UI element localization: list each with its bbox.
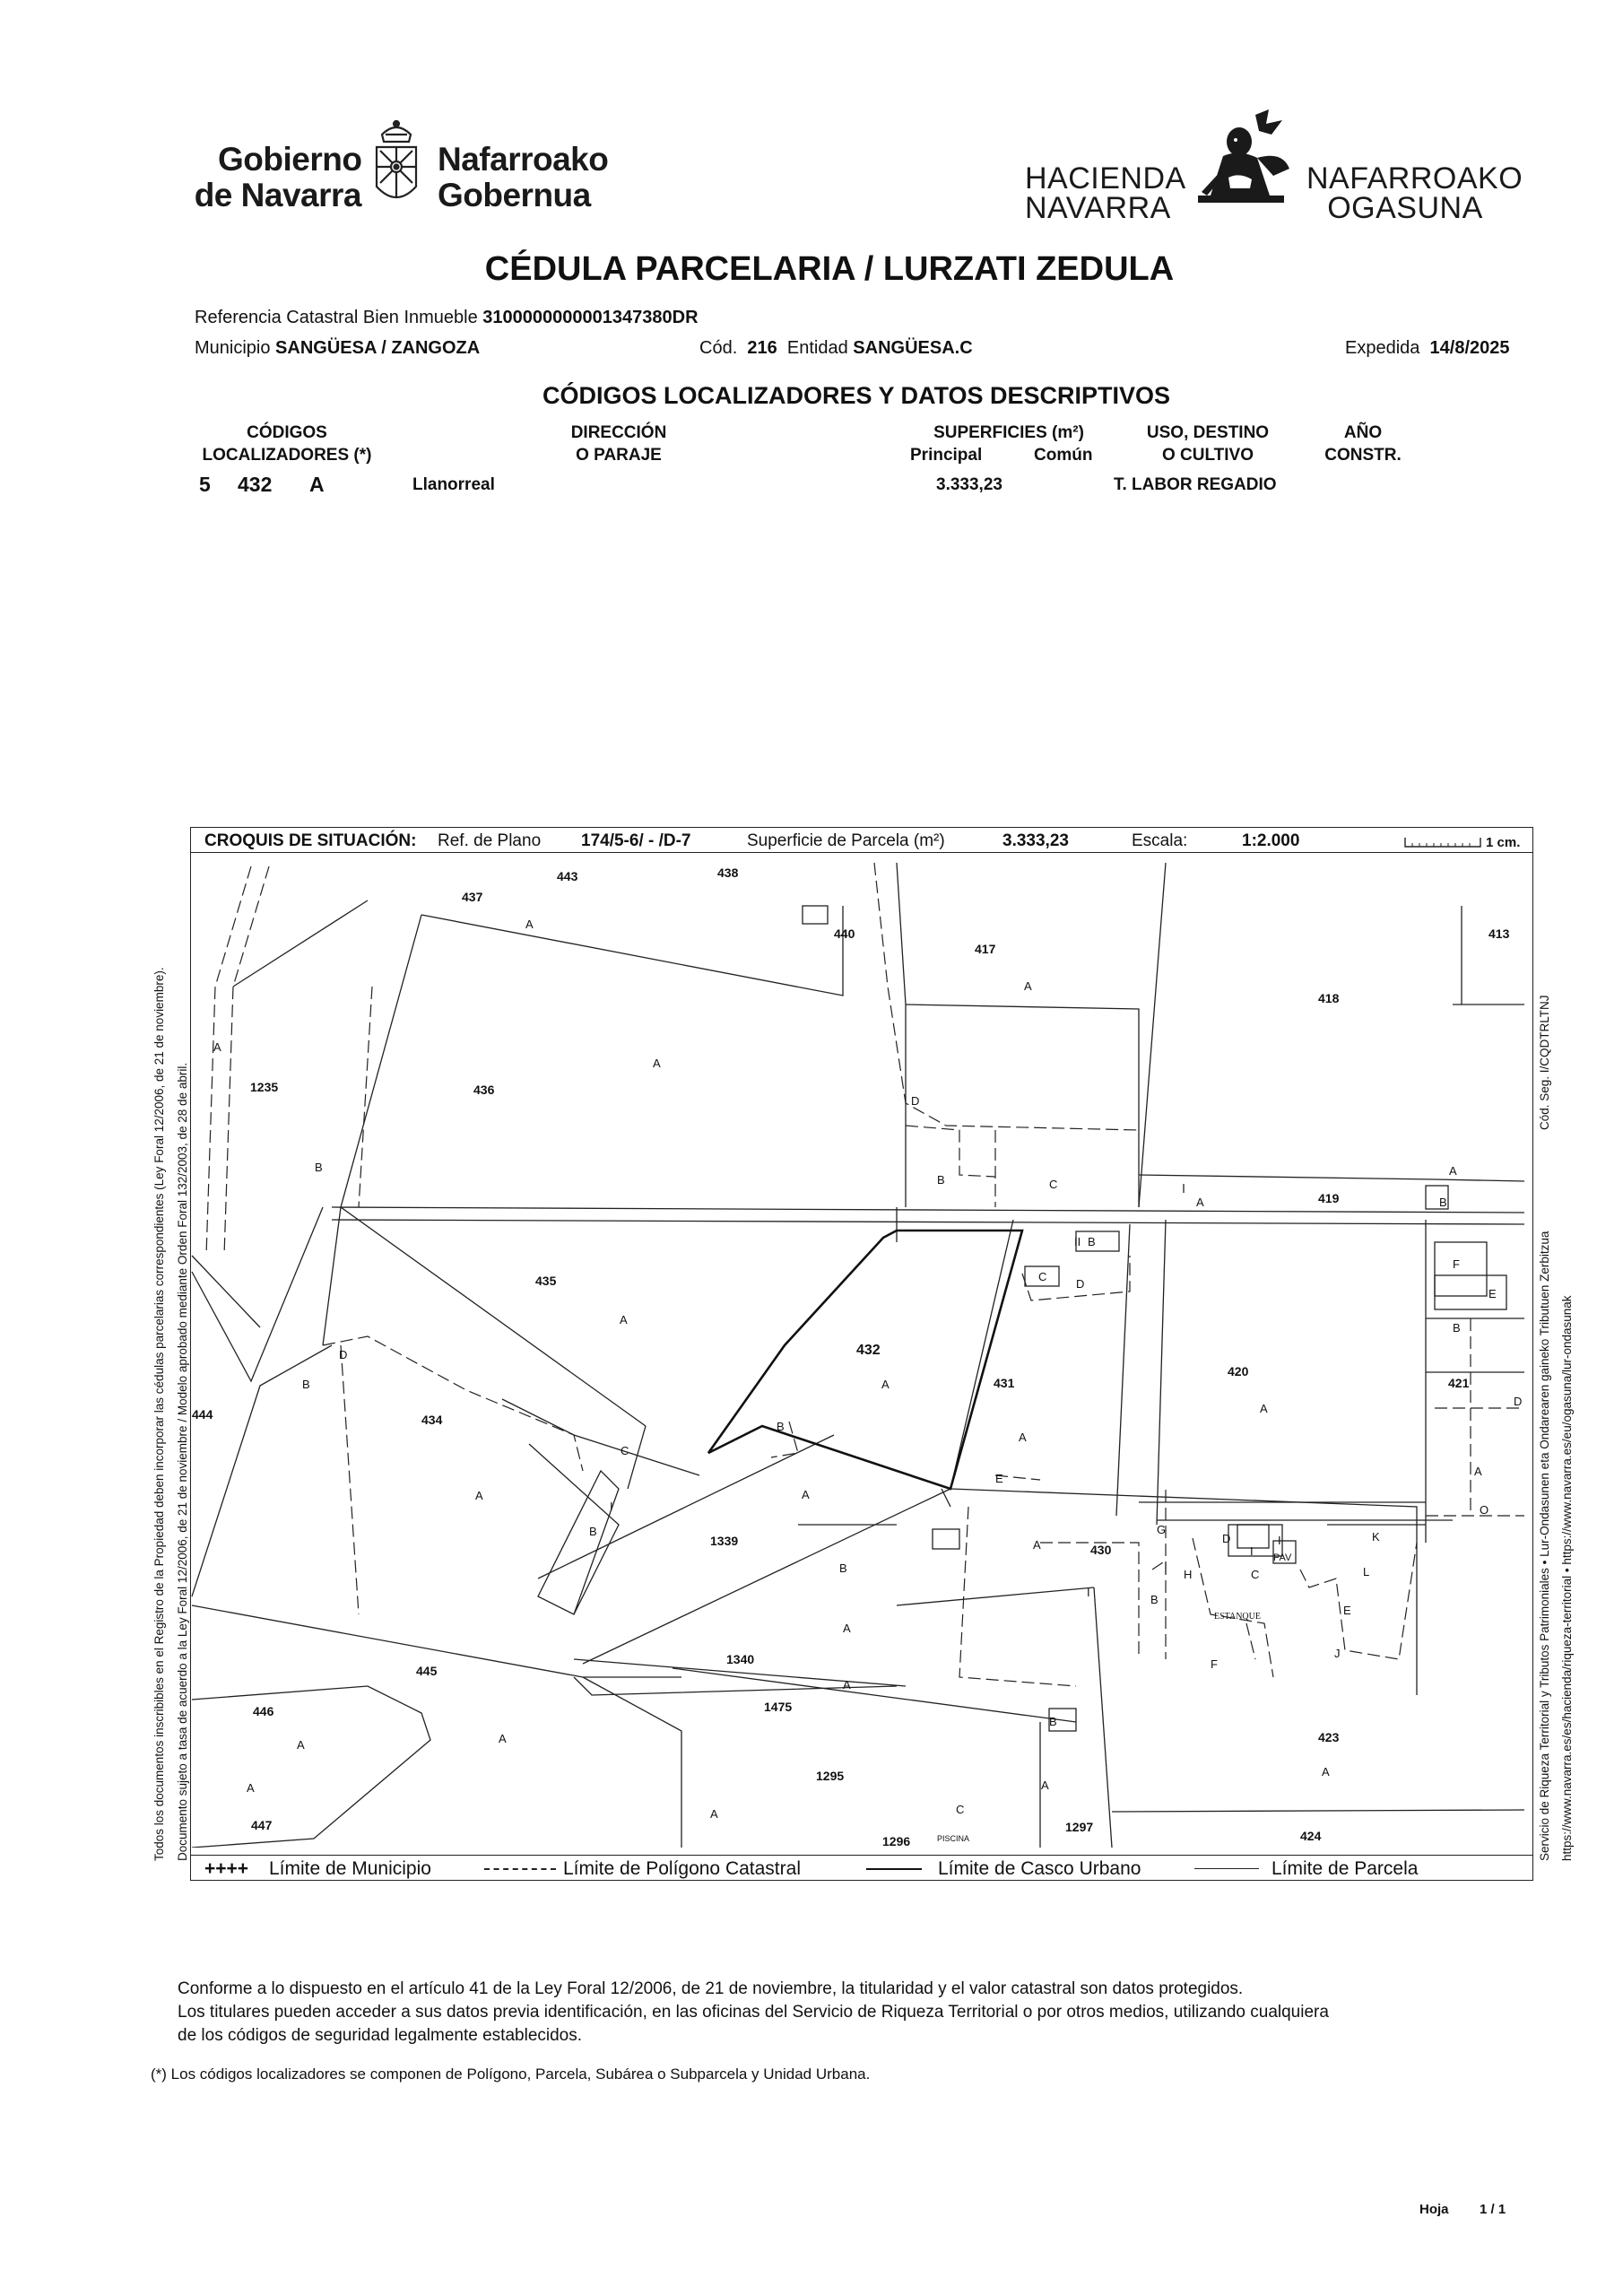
gobierno-line1: Gobierno bbox=[218, 141, 362, 178]
col-superficies bbox=[906, 422, 1112, 444]
hacienda-line1: HACIENDA bbox=[1025, 161, 1186, 196]
escala-label: Escala: bbox=[1132, 831, 1188, 850]
svg-text:A: A bbox=[499, 1732, 507, 1745]
col-anio-line1: AÑO bbox=[1343, 423, 1383, 442]
col-direccion-line1: DIRECCIÓN bbox=[570, 423, 667, 442]
row-poligono: 5 bbox=[199, 473, 211, 496]
col-direccion-line2: O PARAJE bbox=[576, 446, 662, 465]
expedida-label: Expedida bbox=[1345, 338, 1420, 358]
svg-text:A: A bbox=[1449, 1164, 1457, 1178]
row-parcela: 432 bbox=[238, 473, 273, 496]
svg-text:B: B bbox=[1088, 1235, 1096, 1248]
svg-text:A: A bbox=[710, 1807, 718, 1821]
svg-text:F: F bbox=[1453, 1257, 1460, 1271]
svg-text:A: A bbox=[802, 1488, 810, 1501]
col-comun: Común bbox=[1034, 446, 1093, 465]
svg-text:C: C bbox=[1251, 1568, 1260, 1581]
col-principal: Principal bbox=[910, 446, 983, 465]
legend-poligono: Límite de Polígono Catastral bbox=[563, 1858, 801, 1879]
svg-text:423: 423 bbox=[1318, 1730, 1340, 1744]
reference-label: Referencia Catastral Bien Inmueble bbox=[195, 308, 478, 327]
svg-text:E: E bbox=[1488, 1287, 1497, 1300]
svg-text:A: A bbox=[1474, 1465, 1482, 1478]
svg-text:D: D bbox=[1514, 1395, 1523, 1408]
superficie-parcela-value: 3.333,23 bbox=[1002, 831, 1069, 850]
svg-text:G: G bbox=[1157, 1523, 1167, 1536]
svg-text:B: B bbox=[589, 1525, 597, 1538]
subarea-labels bbox=[213, 918, 1522, 1843]
svg-text:432: 432 bbox=[856, 1343, 881, 1358]
svg-text:A: A bbox=[525, 918, 534, 931]
col-codigos-line2: LOCALIZADORES (*) bbox=[202, 446, 372, 465]
svg-text:A: A bbox=[1041, 1779, 1049, 1792]
svg-text:A: A bbox=[1196, 1196, 1204, 1209]
svg-text:413: 413 bbox=[1488, 926, 1510, 941]
svg-text:444: 444 bbox=[192, 1407, 213, 1422]
svg-text:A: A bbox=[1019, 1431, 1027, 1444]
svg-text:C: C bbox=[1049, 1178, 1058, 1191]
ref-plano-label: Ref. de Plano bbox=[438, 831, 542, 850]
svg-text:437: 437 bbox=[462, 890, 483, 904]
parcel-432-outline bbox=[708, 1231, 1022, 1489]
map-text-pav: PAV bbox=[1273, 1552, 1292, 1563]
svg-text:B: B bbox=[777, 1420, 785, 1433]
row-subarea: A bbox=[309, 473, 325, 496]
svg-text:D: D bbox=[339, 1348, 348, 1361]
svg-text:1340: 1340 bbox=[726, 1652, 755, 1666]
svg-text:A: A bbox=[1260, 1402, 1268, 1415]
section-title: CÓDIGOS LOCALIZADORES Y DATOS DESCRIPTIVOS bbox=[542, 382, 1171, 409]
navarra-coat-of-arms-icon bbox=[369, 115, 423, 212]
legal-notice bbox=[178, 1978, 1451, 2048]
svg-text:A: A bbox=[213, 1040, 221, 1054]
svg-text:1296: 1296 bbox=[882, 1834, 911, 1848]
col-anio-line2: CONSTR. bbox=[1324, 446, 1402, 465]
svg-text:421: 421 bbox=[1448, 1376, 1470, 1390]
nafarroako-ogasuna-line1: NAFARROAKO bbox=[1306, 161, 1523, 196]
svg-text:B: B bbox=[839, 1561, 847, 1575]
svg-text:A: A bbox=[1322, 1765, 1330, 1779]
legal-notice-line2: Los titulares pueden acceder a sus datos previa identificación, en las oficinas del Servicio de Riqueza Territorial o por otros medios, utilizando cualquiera bbox=[178, 2003, 1329, 2022]
entidad-value: SANGÜESA.C bbox=[853, 338, 973, 358]
svg-text:435: 435 bbox=[535, 1274, 557, 1288]
side-text-right-2: https://www.navarra.es/es/hacienda/riqueza-territorial • https://www.navarra.es/eu/ogasuna/lur-ondasunak bbox=[1560, 1295, 1574, 1861]
legend-parcela: Límite de Parcela bbox=[1271, 1858, 1419, 1879]
col-direccion bbox=[538, 422, 699, 466]
svg-text:I: I bbox=[1087, 1586, 1090, 1599]
col-codigos-line1: CÓDIGOS bbox=[247, 423, 327, 442]
side-text-left-1: Todos los documentos inscribibles en el Registro de la Propiedad deben incorporar las cédulas parcelarias correspondientes (Ley Foral 12/2006, de 21 de noviembre). bbox=[152, 967, 166, 1861]
gobierno-logo-text-eu bbox=[438, 142, 608, 213]
legend-municipio-symbol: ++++ bbox=[204, 1858, 249, 1879]
ref-plano-value: 174/5-6/ - /D-7 bbox=[581, 831, 691, 850]
cadastral-map bbox=[190, 853, 1533, 1848]
svg-text:419: 419 bbox=[1318, 1191, 1340, 1205]
side-text-left-2: Documento sujeto a tasa de acuerdo a la Ley Foral 12/2006, de 21 de noviembre / Modelo aprobado mediante Orden Foral 132/2003, de 28 de abril. bbox=[176, 1062, 189, 1861]
map-text-estanque: ESTANQUE bbox=[1214, 1612, 1261, 1622]
reference-row bbox=[195, 308, 699, 328]
svg-text:D: D bbox=[1076, 1277, 1085, 1291]
svg-text:J: J bbox=[1334, 1647, 1341, 1660]
scale-bar-label: 1 cm. bbox=[1486, 835, 1521, 850]
cod-entidad-row bbox=[699, 338, 973, 359]
svg-text:434: 434 bbox=[421, 1413, 443, 1427]
gobierno-logo-text-es bbox=[194, 141, 362, 213]
svg-text:B: B bbox=[937, 1173, 945, 1187]
svg-text:A: A bbox=[247, 1781, 255, 1795]
legal-notice-line1: Conforme a lo dispuesto en el artículo 41 de la Ley Foral 12/2006, de 21 de noviembre, la titularidad y el valor catastral son datos protegidos. bbox=[178, 1979, 1244, 1998]
cod-label: Cód. bbox=[699, 338, 738, 358]
svg-text:K: K bbox=[1372, 1530, 1380, 1544]
svg-text:C: C bbox=[1038, 1270, 1047, 1283]
svg-text:436: 436 bbox=[473, 1083, 495, 1097]
svg-text:F: F bbox=[1211, 1657, 1218, 1671]
svg-text:B: B bbox=[1049, 1715, 1057, 1728]
svg-text:E: E bbox=[995, 1472, 1003, 1485]
svg-text:I: I bbox=[1278, 1534, 1281, 1547]
row-uso: T. LABOR REGADIO bbox=[1114, 475, 1277, 494]
escala-value: 1:2.000 bbox=[1242, 831, 1300, 850]
svg-text:B: B bbox=[1150, 1593, 1159, 1606]
croquis-label: CROQUIS DE SITUACIÓN: bbox=[204, 831, 417, 850]
ogasuna-line2: OGASUNA bbox=[1327, 191, 1483, 225]
svg-text:1235: 1235 bbox=[250, 1080, 279, 1094]
svg-text:424: 424 bbox=[1300, 1829, 1322, 1843]
hoja-value: 1 / 1 bbox=[1480, 2202, 1506, 2217]
svg-text:447: 447 bbox=[251, 1818, 273, 1832]
hoja-label: Hoja bbox=[1419, 2202, 1449, 2217]
svg-text:A: A bbox=[297, 1738, 305, 1752]
entidad-label: Entidad bbox=[786, 338, 848, 358]
svg-text:446: 446 bbox=[253, 1704, 274, 1718]
svg-text:A: A bbox=[620, 1313, 628, 1326]
legend-municipio: Límite de Municipio bbox=[269, 1858, 431, 1879]
col-codigos bbox=[193, 422, 381, 466]
svg-text:A: A bbox=[1033, 1538, 1041, 1552]
hacienda-figure-logo-icon bbox=[1184, 106, 1300, 222]
expedida-row bbox=[1345, 338, 1510, 359]
svg-text:438: 438 bbox=[717, 865, 739, 880]
svg-text:1339: 1339 bbox=[710, 1534, 739, 1548]
svg-text:1295: 1295 bbox=[816, 1769, 845, 1783]
parcel-number-labels bbox=[192, 865, 1510, 1848]
legend-casco: Límite de Casco Urbano bbox=[938, 1858, 1141, 1879]
row-principal: 3.333,23 bbox=[936, 475, 1002, 494]
road-edge-bottom bbox=[332, 1220, 1524, 1224]
hacienda-logo-text-es bbox=[1025, 161, 1186, 225]
col-anio bbox=[1314, 422, 1412, 466]
svg-text:O: O bbox=[1480, 1503, 1489, 1517]
svg-text:A: A bbox=[653, 1057, 661, 1070]
page-title: CÉDULA PARCELARIA / LURZATI ZEDULA bbox=[484, 250, 1175, 288]
svg-text:430: 430 bbox=[1090, 1543, 1112, 1557]
side-text-right-code: Cód. Seg. I/CQDTRLTNJ bbox=[1538, 995, 1551, 1130]
reference-value: 3100000000001347380DR bbox=[482, 308, 699, 327]
navarra-line2: NAVARRA bbox=[1025, 191, 1171, 225]
svg-text:445: 445 bbox=[416, 1664, 438, 1678]
expedida-value: 14/8/2025 bbox=[1429, 338, 1510, 358]
superficie-parcela-label: Superficie de Parcela (m²) bbox=[747, 831, 945, 850]
svg-text:1297: 1297 bbox=[1065, 1820, 1094, 1834]
svg-text:418: 418 bbox=[1318, 991, 1340, 1005]
svg-text:1475: 1475 bbox=[764, 1700, 793, 1714]
municipio-label: Municipio bbox=[195, 338, 271, 358]
svg-text:A: A bbox=[843, 1622, 851, 1635]
side-text-right-1: Servicio de Riqueza Territorial y Tributos Patrimoniales • Lur-Ondasunen eta Ondarearen gaineko Tributuen Zerbitzua bbox=[1538, 1231, 1551, 1861]
svg-text:440: 440 bbox=[834, 926, 855, 941]
svg-text:A: A bbox=[475, 1489, 483, 1502]
legend-parcela-line bbox=[1194, 1868, 1259, 1869]
col-superficies-title: SUPERFICIES (m²) bbox=[933, 423, 1084, 442]
col-uso bbox=[1132, 422, 1284, 466]
road-edge-top bbox=[332, 1207, 1524, 1213]
municipio-value: SANGÜESA / ZANGOZA bbox=[275, 338, 481, 358]
svg-text:431: 431 bbox=[994, 1376, 1015, 1390]
col-uso-line1: USO, DESTINO bbox=[1146, 423, 1270, 442]
legend-casco-line bbox=[866, 1868, 922, 1870]
svg-text:II: II bbox=[1074, 1235, 1081, 1248]
svg-text:420: 420 bbox=[1228, 1364, 1249, 1378]
svg-text:A: A bbox=[881, 1378, 890, 1391]
svg-text:B: B bbox=[302, 1378, 310, 1391]
nafarroako-line1: Nafarroako bbox=[438, 141, 609, 178]
cod-value: 216 bbox=[747, 338, 777, 358]
codes-footnote: (*) Los códigos localizadores se componen de Polígono, Parcela, Subárea o Subparcela y Unidad Urbana. bbox=[151, 2066, 871, 2083]
row-direccion: Llanorreal bbox=[412, 475, 495, 494]
svg-text:443: 443 bbox=[557, 869, 578, 883]
svg-text:D: D bbox=[1222, 1532, 1231, 1545]
map-text-piscina: PISCINA bbox=[937, 1834, 970, 1843]
municipio-row bbox=[195, 338, 480, 359]
legal-notice-line3: de los códigos de seguridad legalmente establecidos. bbox=[178, 2026, 583, 2045]
svg-text:L: L bbox=[1363, 1565, 1370, 1578]
svg-text:D: D bbox=[911, 1094, 920, 1108]
svg-text:I: I bbox=[1250, 1544, 1254, 1558]
svg-text:417: 417 bbox=[975, 942, 996, 956]
ogasuna-logo-text-eu bbox=[1306, 161, 1523, 225]
svg-text:A: A bbox=[843, 1678, 851, 1692]
svg-text:B: B bbox=[315, 1161, 323, 1174]
legend-poligono-line bbox=[484, 1868, 556, 1870]
svg-text:B: B bbox=[1439, 1196, 1447, 1209]
svg-text:C: C bbox=[956, 1803, 965, 1816]
svg-text:A: A bbox=[1024, 979, 1032, 993]
svg-text:H: H bbox=[1184, 1568, 1193, 1581]
gobernua-line2: Gobernua bbox=[438, 177, 591, 213]
svg-text:C: C bbox=[621, 1444, 629, 1457]
gobierno-line2: de Navarra bbox=[194, 177, 361, 213]
svg-text:I: I bbox=[610, 1500, 613, 1513]
svg-text:E: E bbox=[1343, 1604, 1351, 1617]
scale-bar-icon bbox=[1403, 834, 1484, 850]
svg-text:B: B bbox=[1453, 1321, 1461, 1335]
col-uso-line2: O CULTIVO bbox=[1161, 446, 1254, 465]
